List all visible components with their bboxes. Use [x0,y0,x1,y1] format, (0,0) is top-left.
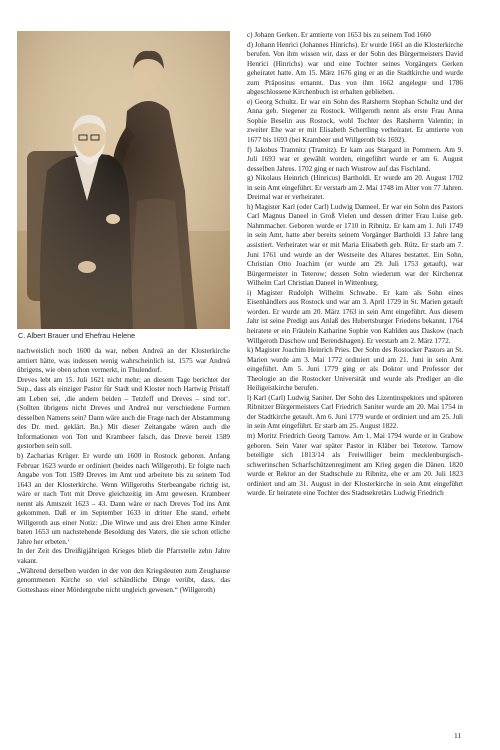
paragraph: „Während derselben wurden in der von den Kriegsleuten zum Zeughause genommenen Kirche so viel schändliche Dinge verübt, dass, das Gotteshaus einer Mördergrube nicht ungleich gewesen.“ (Willgeroth) [17,566,230,594]
paragraph: c) Johann Gerken. Er amtierte von 1653 bis zu seinem Tod 1660 [247,31,431,39]
paragraph: Dreves lebt am 15. Juli 1621 nicht mehr; an diesem Tage berichtet der Sup., dass als einziger Pastor für Stadt und Kloster noch Hartwig Pristaff am Leben sei, ‚die andern beiden – Tetzleff und Dreves – sind tot‘. (Sollten übrigens nicht Dreves und Andreä nur verschiedene Formen desselben Namens sein? Dann wäre auch die Frage nach der Abstammung des Dr. med. geklärt. Bn.) Mit dieser Zeitangabe wären auch die Informationen von Tott und Krambeer falsch, das Dreve bereit 1589 gestorben sein soll. [17,375,230,451]
paragraph: l) Karl (Carl) Ludwig Saniter. Der Sohn des Lizentinspektors und späteren Ribnitzer Bürgermeisters Carl Friedrich Saniter wurde am 20. Mai 1754 in der Stadtkirche getauft. Am 6. Juni 1779 wurde er ordiniert und am 25. Juli in sein Amt eingeführt. Er starb am 25. August 1822. [247,393,463,431]
couple-portrait-image [17,31,230,329]
paragraph: m) Moritz Friedrich Georg Tarnow. Am 1. Mai 1794 wurde er in Grabow geboren. Sein Vater war später Pastor in Kläber bei Teterow. Tarnow beteiligte sich 1813/14 als Freiwilliger beim mecklenburgisch-schwerinschen Scharfschützenregiment am Krieg gegen die Dänen. 1820 wurde er Rektor an der Stadtschule zu Ribnitz, ehe er am 20. Juli 1823 ordiniert und am 31. August in der Klosterkirche in sein Amt eingeführt wurde. Er heiratete eine Tochter des Stadtsekretärs Ludwig Friedrich [247,431,463,498]
paragraph: f) Jakobus Tramnitz (Tramitz). Er kam aus Stargard in Pommern. Am 9. Juli 1693 war er gewählt worden, eingeführt wurde er am 6. August desselben Jahres. 1702 ging er nach Wustrow auf das Fischland. [247,145,463,173]
left-text-column [17,347,230,595]
photo-caption: C. Albert Brauer und Ehefrau Helene [18,331,136,340]
paragraph: nachweislich noch 1600 da war, neben Andreä an der Klosterkirche amtiert hätte, was indessen wenig wahrscheinlich ist. 1575 war Andreä übrigens, wie oben schon vermerkt, in Thulendorf. [17,347,230,375]
paragraph: i) Magister Rudolph Wilhelm Schwabe. Er kam als Sohn eines Eisenhändlers aus Rostock und war am 3. April 1729 in St. Marien getauft worden. Er wurde am 20. März 1763 in sein Amt eingeführt. Aus diesem Jahr ist seine Predigt aus Anlaß des Hubertsburger Friedens bekannt. 1764 heiratete er ein Fräulein Katharine Sophie von Kahlden aus Daskow (nach Willgeroth Daschow und Berendshagen). Er verstarb am 2. März 1772. [247,288,463,345]
paragraph: In der Zeit des Dreißigjährigen Krieges blieb die Pfarrstelle zehn Jahre vakant. [17,547,230,566]
paragraph: b) Zacharias Krüger. Er wurde um 1600 in Rostock geboren. Anfang Februar 1623 wurde er ordiniert (beides nach Willgeroth). Er folgte nach Angabe von Tott 1589 Dreves im Amt und arbeitete bis zu seinem Tod 1643 an der Klosterkirche. Wenn Willgeroths Sterbeangabe richtig ist, wäre er nach Tott mit Dreve gleichzeitig im Amt gewesen. Krambeer nennt als Amtszeit 1623 – 43. Dann wäre er nach Dreves Tod ins Amt gekommen. Daß er im September 1633 in dritter Ehe stand, erhebt Willgeroth aus einer Notiz: ‚Die Witwe und aus drei Ehen arme Kinder baten 1653 um nachstehende Besoldung des Vaters, die sie schon etliche Jahre her erbeten.‘ [17,452,230,546]
page-number: 11 [454,731,462,740]
portrait-photo [17,31,230,329]
paragraph: e) Georg Schultz. Er war ein Sohn des Ratsherrn Stephan Schultz und der Anna geb. Stegener zu Rostock. Willgeroth nennt als erste Frau Anna Sophie Beselin aus Rostock, wohl Tochter des Ratsherrn Valentin; in zweiter Ehe war er mit Elisabeth Schertling verheiratet. Er amtierte von 1677 bis 1693 (bei Krambeer und Willgeroth bis 1692). [247,97,463,145]
paragraph: d) Johann Henrici (Johannes Hinrichs). Er wurde 1661 an die Klosterkirche berufen. Von ihm wissen wir, dass er der Sohn des Bürgermeisters David Henrici (Hinrichs) war und eine Tochter seines Vorgängers Gerken geheiratet hatte. Am 15. März 1676 ging er an die Stadtkirche und wurde zum Präpositus ernannt. Das von ihm 1662 angelegte und 1786 abgeschlossene Kirchenbuch ist erhalten geblieben. [247,40,463,97]
right-text-column [247,31,463,499]
paragraph: k) Magister Joachim Heinrich Pries. Der Sohn des Rostocker Pastors an St. Marien wurde am 3. Mai 1772 ordiniert und am 21. Juni in sein Amt eingeführt. Am 5. Juni 1779 ging er als Doktor und Professor der Theologie an die Rostocker Universität und wurde als Prediger an die Heiligeistkirche berufen. [247,346,463,393]
paragraph: g) Nikolaus Heinrich (Hinricus) Bartholdi. Er wurde am 20. August 1702 in sein Amt eingeführt. Er verstarb am 2. Mai 1748 im Alter von 77 Jahren. Dreimal war er verheiratet. [247,174,463,202]
paragraph: h) Magister Karl (oder Carl) Ludwig Danneel. Er war ein Sohn des Pastors Carl Magnus Daneel in Groß Vielen und dessen dritter Frau Luise geb. Nahmmacher. Geboren wurde er 1710 in Ribnitz. Er kam am 1. Juli 1749 in sein Amt, hatte aber bereits seinem Vorgänger Bartholdi 13 Jahre lang assistiert. Verheiratet war er mit Maria Elisabeth geb. Rütz. Er starb am 7. Juni 1761 und wurde an der Westseite des Altares bestattet. Ein Sohn, Christian Otto Joachim (er wurde am 29. Juli 1753 getauft), war Bürgermeister in Teterow; dessen Sohn wiederum war der Kirchenrat Wilhelm Carl Christian Daneel in Wittenburg. [247,202,463,288]
